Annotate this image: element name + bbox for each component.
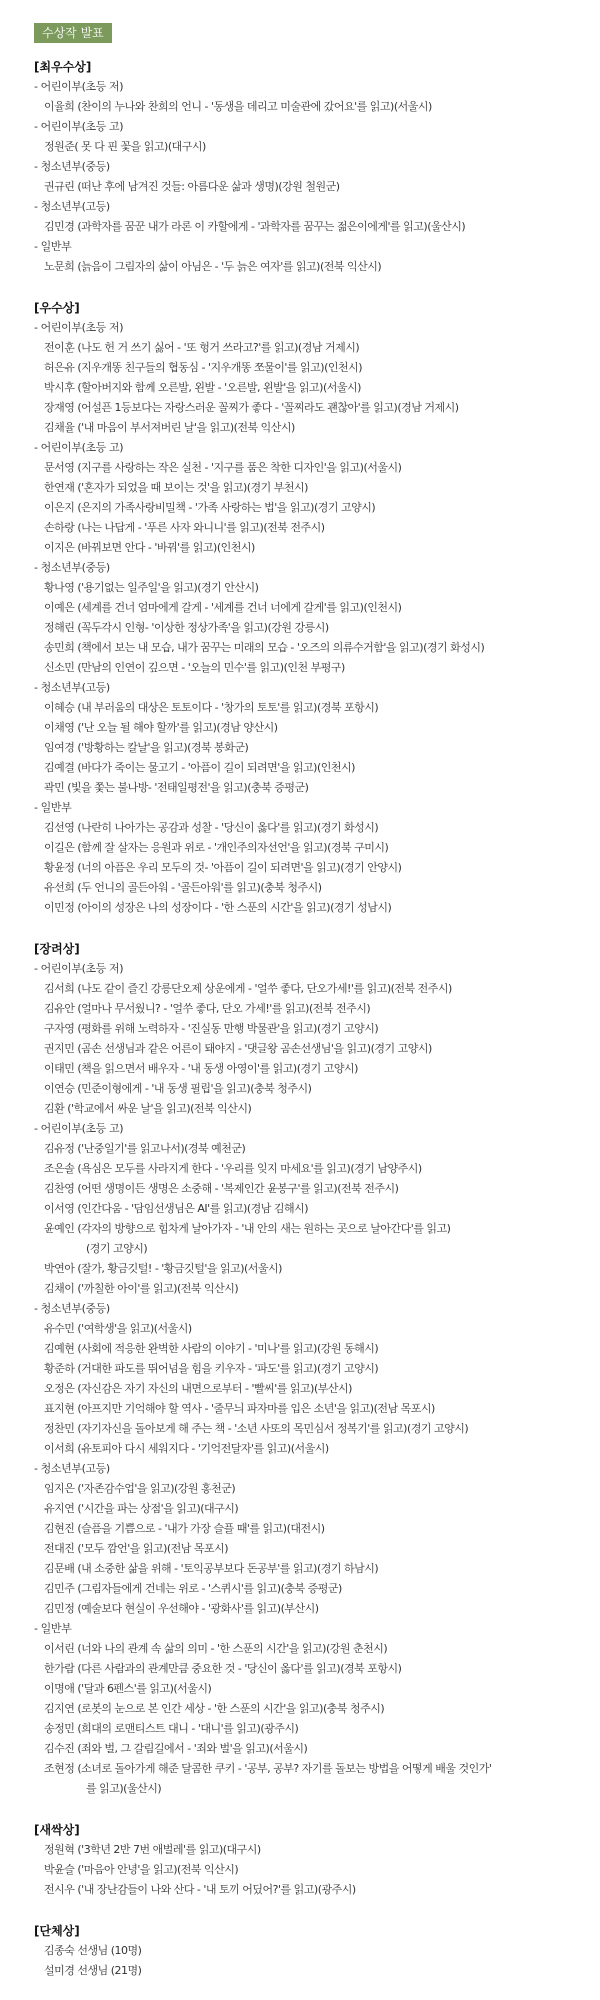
award-section [34, 57, 600, 277]
award-entry-line: 조은솔 (욕심은 모두를 사라지게 한다 - '우리를 잊지 마세요'를 읽고)(경기 남양주시) [44, 1162, 422, 1175]
award-entry [34, 1039, 600, 1059]
award-category: - 어린이부(초등 고) [34, 1122, 124, 1135]
award-entry: 김선영 (나란히 나아가는 공감과 성찰 - '당신이 옳다'를 읽고)(경기 화성시) [44, 821, 379, 834]
award-entry: 황나영 ('용기없는 일주일'을 읽고)(경기 안산시) [44, 581, 259, 594]
award-entry [34, 1159, 600, 1179]
award-entry [34, 1679, 600, 1699]
award-entry-line: 를 읽고)(울산시) [86, 1782, 162, 1795]
award-entry-line: 김환 ('학교에서 싸운 날'을 읽고)(전북 익산시) [44, 1102, 252, 1115]
award-entry: 이민정 (아이의 성장은 나의 성장이다 - '한 스푼의 시간'을 읽고)(경기 성남시) [44, 901, 392, 914]
award-entry-line: 김민주 (그림자들에게 건네는 위로 - '스퀴시'를 읽고)(충북 증평군) [44, 1582, 342, 1595]
award-category: - 청소년부(고등) [34, 1462, 110, 1475]
award-entry: 문서영 (지구를 사랑하는 작은 실천 - '지구를 품은 착한 디자인'을 읽고)(서울시) [44, 461, 402, 474]
award-entry [34, 1279, 600, 1299]
award-entry [34, 1439, 600, 1459]
award-entry [34, 1179, 600, 1199]
award-entry [34, 1059, 600, 1079]
award-entry: 김예결 (바다가 죽이는 물고기 - '아픔이 길이 되려면'을 읽고)(인천시) [44, 761, 355, 774]
award-entry [34, 1519, 600, 1539]
award-entry [34, 1139, 600, 1159]
award-entry: 이예은 (세계를 건너 엄마에게 갈게 - '세계를 건너 너에게 갈게'를 읽고)(인천시) [44, 601, 402, 614]
award-entry: 이지은 (바꿔보면 안다 - '바꿔'를 읽고)(인천시) [44, 541, 255, 554]
award-entry [34, 1219, 600, 1259]
award-entry: 박시후 (할아버지와 함께 오른발, 왼발 - '오른발, 왼발'을 읽고)(서울시) [44, 381, 361, 394]
award-entry-line: 김유정 ('난중일기'를 읽고나서)(경북 예천군) [44, 1142, 246, 1155]
award-entry-line: 이연승 (민준이형에게 - '내 동생 필립'을 읽고)(충북 청주시) [44, 1082, 312, 1095]
award-entry: 신소민 (만남의 인연이 깊으면 - '오늘의 민수'를 읽고)(인천 부평구) [44, 661, 345, 674]
award-entry-line: 김문배 (내 소중한 삶을 위해 - '토익공부보다 돈공부'를 읽고)(경기 하남시) [44, 1562, 379, 1575]
award-entry-line: 김예현 (사회에 적응한 완벽한 사람의 이야기 - '미나'를 읽고)(강원 동해시) [44, 1342, 379, 1355]
award-category: - 청소년부(고등) [34, 200, 110, 213]
award-entry: 황윤정 (너의 아픔은 우리 모두의 것- '아픔이 길이 되려면'을 읽고)(경기 안양시) [44, 861, 402, 874]
award-section-title: [장려상] [34, 942, 80, 956]
award-entry-line: 김지연 (로봇의 눈으로 본 인간 세상 - '한 스푼의 시간'을 읽고)(충북 청주시) [44, 1702, 385, 1715]
award-category: - 청소년부(중등) [34, 561, 110, 574]
award-entry-line: 박연아 (잘가, 황금깃털! - '황금깃털'을 읽고)(서울시) [44, 1262, 282, 1275]
award-entry [34, 1739, 600, 1759]
award-entry [34, 1759, 600, 1799]
award-entry: 유선희 (두 언니의 골든아워 - '골든아워'를 읽고)(충북 청주시) [44, 881, 322, 894]
award-entry: 김종숙 선생님 (10명) [44, 1944, 142, 1957]
award-entry: 이채영 ('난 오늘 될 해야 할까'를 읽고)(경남 양산시) [44, 721, 278, 734]
award-entry-line: 김유안 (얼마나 무서웠니? - '얼쑤 좋다, 단오 가세!'를 읽고)(전북 전주시) [44, 1002, 371, 1015]
award-entry: 손하랑 (나는 나답게 - '푸른 사자 와니니'를 읽고)(전북 전주시) [44, 521, 325, 534]
award-entry [34, 1379, 600, 1399]
award-entry-line: 이명애 ('달과 6펜스'를 읽고)(서울시) [44, 1682, 212, 1695]
award-sections [34, 57, 600, 1981]
award-entry-line: (경기 고양시) [86, 1242, 148, 1255]
award-category: - 어린이부(초등 고) [34, 120, 124, 133]
award-entry [34, 1259, 600, 1279]
award-entry: 한연재 ('혼자가 되었을 때 보이는 것'을 읽고)(경기 부천시) [44, 481, 308, 494]
award-entry: 허은유 (지우개똥 친구들의 협동심 - '지우개똥 쪼물이'를 읽고)(인천시) [44, 361, 363, 374]
award-entry [34, 1559, 600, 1579]
award-entry-line: 김민정 (예술보다 현실이 우선해야 - '광화사'를 읽고)(부산시) [44, 1602, 319, 1615]
award-entry-line: 황준하 (거대한 파도를 뛰어넘을 힘을 키우자 - '파도'를 읽고)(경기 고양시) [44, 1362, 379, 1375]
award-entry-line: 김채이 ('까칠한 아이'를 읽고)(전북 익산시) [44, 1282, 239, 1295]
award-section [34, 298, 600, 918]
award-category: - 청소년부(중등) [34, 160, 110, 173]
award-category: - 청소년부(고등) [34, 681, 110, 694]
award-entry: 정원혁 ('3학년 2반 7번 애벌레'를 읽고)(대구시) [44, 1843, 261, 1856]
award-section-title: [새싹상] [34, 1823, 80, 1837]
award-entry [34, 979, 600, 999]
award-entry [34, 1099, 600, 1119]
award-entry [34, 1699, 600, 1719]
award-category: - 어린이부(초등 저) [34, 321, 124, 334]
award-entry-line: 이서린 (너와 나의 관계 속 삶의 의미 - '한 스푼의 시간'을 읽고)(강원 춘천시) [44, 1642, 388, 1655]
award-section-title: [최우수상] [34, 60, 92, 74]
award-entry: 곽민 (빛을 쫓는 불나방- '전태일평전'을 읽고)(충북 증평군) [44, 781, 309, 794]
award-entry [34, 1719, 600, 1739]
award-entry-line: 윤예인 (각자의 방향으로 힘차게 날아가자 - '내 안의 새는 원하는 곳으로 날아간다'를 읽고) [44, 1222, 451, 1235]
award-category: - 일반부 [34, 240, 72, 253]
award-entry-line: 김찬영 (어떤 생명이든 생명은 소중해 - '복제인간 윤봉구'를 읽고)(전북 전주시) [44, 1182, 399, 1195]
award-category: - 어린이부(초등 저) [34, 962, 124, 975]
award-entry: 노문희 (늙음이 그림자의 삶이 아님은 - '두 늙은 여자'를 읽고)(전북 익산시) [44, 260, 382, 273]
award-entry [34, 1499, 600, 1519]
award-entry-line: 임지은 ('자존감수업'을 읽고)(강원 홍천군) [44, 1482, 236, 1495]
award-section [34, 1820, 600, 1900]
award-entry-line: 김현진 (슬픔을 기쁨으로 - '내가 가장 슬플 때'를 읽고)(대전시) [44, 1522, 325, 1535]
award-entry [34, 1079, 600, 1099]
award-entry [34, 1419, 600, 1439]
award-entry [34, 1399, 600, 1419]
award-category: - 일반부 [34, 801, 72, 814]
award-entry [34, 1319, 600, 1339]
award-entry-line: 유수민 ('여학생'을 읽고)(서울시) [44, 1322, 192, 1335]
award-entry: 송민희 (책에서 보는 내 모습, 내가 꿈꾸는 미래의 모습 - '오즈의 의류수거함'을 읽고)(경기 화성시) [44, 641, 485, 654]
award-entry: 정원준( 못 다 핀 꽃을 읽고)(대구시) [44, 140, 206, 153]
award-entry-line: 표지현 (아프지만 기억해야 할 역사 - '줄무늬 파자마를 입은 소년'을 읽고)(전남 목포시) [44, 1402, 435, 1415]
award-entry-line: 오정은 (자신감은 자기 자신의 내면으로부터 - '빨씨'를 읽고)(부산시) [44, 1382, 352, 1395]
award-entry: 김민경 (과학자를 꿈꾼 내가 라론 이 카할에게 - '과학자를 꿈꾸는 젊은이에게'를 읽고)(울산시) [44, 220, 466, 233]
award-entry [34, 1019, 600, 1039]
award-entry [34, 1639, 600, 1659]
award-category: - 어린이부(초등 저) [34, 80, 124, 93]
award-entry [34, 1479, 600, 1499]
award-entry-line: 송정민 (희대의 로맨티스트 대니 - '대니'를 읽고)(광주시) [44, 1722, 299, 1735]
award-entry [34, 1199, 600, 1219]
award-entry [34, 1539, 600, 1559]
award-entry-line: 정찬민 (자기자신을 돌아보게 해 주는 책 - '소년 사또의 목민심서 정복기'를 읽고)(경기 고양시) [44, 1422, 469, 1435]
award-entry [34, 1659, 600, 1679]
award-entry-line: 유지연 ('시간을 파는 상점'을 읽고)(대구시) [44, 1502, 239, 1515]
award-entry: 이은지 (은지의 가족사랑비밀책 - '가족 사랑하는 법'을 읽고)(경기 고양시) [44, 501, 376, 514]
award-entry-line: 이서영 (인간다움 - '담임선생님은 AI'를 읽고)(경남 김해시) [44, 1202, 309, 1215]
award-category: - 어린이부(초등 고) [34, 441, 124, 454]
award-category: - 일반부 [34, 1622, 72, 1635]
award-entry: 장재영 (어설픈 1등보다는 자랑스러운 꼴찌가 좋다 - '꼴찌라도 괜찮아'를 읽고)(경남 거제시) [44, 401, 459, 414]
award-entry: 권규린 (떠난 후에 남겨진 것들: 아름다운 삶과 생명)(강원 철원군) [44, 180, 340, 193]
award-entry [34, 1579, 600, 1599]
award-entry: 전이훈 (나도 헌 거 쓰기 싫어 - '또 헝거 쓰라고?'를 읽고)(경남 거제시) [44, 341, 360, 354]
award-entry-line: 이태민 (책을 읽으면서 배우자 - '내 동생 아영이'를 읽고)(경기 고양시) [44, 1062, 358, 1075]
award-entry-line: 조현정 (소녀로 돌아가게 해준 달콤한 쿠키 - '공부, 공부? 자기를 돌보는 방법을 어떻게 배울 것인가' [44, 1762, 492, 1775]
award-entry-line: 이서희 (유토피아 다시 세워지다 - '기억전달자'를 읽고)(서울시) [44, 1442, 329, 1455]
award-section-title: [단체상] [34, 1924, 80, 1938]
award-entry-line: 한가람 (다른 사람과의 관계만큼 중요한 것 - '당신이 옳다'를 읽고)(경북 포항시) [44, 1662, 402, 1675]
award-entry-line: 김서희 (나도 같이 즐긴 강릉단오제 상운에게 - '얼쑤 좋다, 단오가세!'를 읽고)(전북 전주시) [44, 982, 452, 995]
award-entry: 임여경 ('방황하는 칼날'을 읽고)(경북 봉화군) [44, 741, 249, 754]
award-entry [34, 1359, 600, 1379]
award-entry: 박윤슬 ('마음아 안녕'을 읽고)(전북 익산시) [44, 1863, 239, 1876]
award-entry: 이율희 (찬이의 누나와 찬희의 언니 - '동생을 데리고 미술관에 갔어요'를 읽고)(서울시) [44, 100, 432, 113]
award-entry: 이길은 (함께 잘 살자는 응원과 위로 - '개인주의자선언'을 읽고)(경북 구미시) [44, 841, 389, 854]
award-entry-line: 김수진 (죄와 벌, 그 갈림길에서 - '죄와 벌'을 읽고)(서울시) [44, 1742, 308, 1755]
award-entry [34, 1339, 600, 1359]
award-entry: 이혜승 (내 부러움의 대상은 토토이다 - '창가의 토토'를 읽고)(경북 포항시) [44, 701, 379, 714]
award-entry-line: 구자영 (평화를 위해 노력하자 - '진실동 만행 박물관'을 읽고)(경기 고양시) [44, 1022, 379, 1035]
award-section [34, 1921, 600, 1981]
award-entry: 김채율 ('내 마음이 부서져버린 날'을 읽고)(전북 익산시) [44, 421, 295, 434]
award-entry [34, 1599, 600, 1619]
award-entry: 설미경 선생님 (21명) [44, 1964, 142, 1977]
award-entry [34, 999, 600, 1019]
award-entry: 정해린 (꼭두각시 인형- '이상한 정상가족'을 읽고)(강원 강릉시) [44, 621, 329, 634]
award-category: - 청소년부(중등) [34, 1302, 110, 1315]
award-entry-line: 권지민 (곰손 선생님과 같은 어른이 돼야지 - '댓글왕 곰손선생님'을 읽고)(경기 고양시) [44, 1042, 432, 1055]
section-badge: 수상작 발표 [34, 23, 112, 43]
award-entry: 전시우 ('내 장난감들이 나와 산다 - '내 토끼 어딨어?'를 읽고)(광주시) [44, 1883, 356, 1896]
award-section [34, 939, 600, 1799]
award-entry-line: 전대진 ('모두 깜언'을 읽고)(전남 목포시) [44, 1542, 229, 1555]
award-section-title: [우수상] [34, 301, 80, 315]
